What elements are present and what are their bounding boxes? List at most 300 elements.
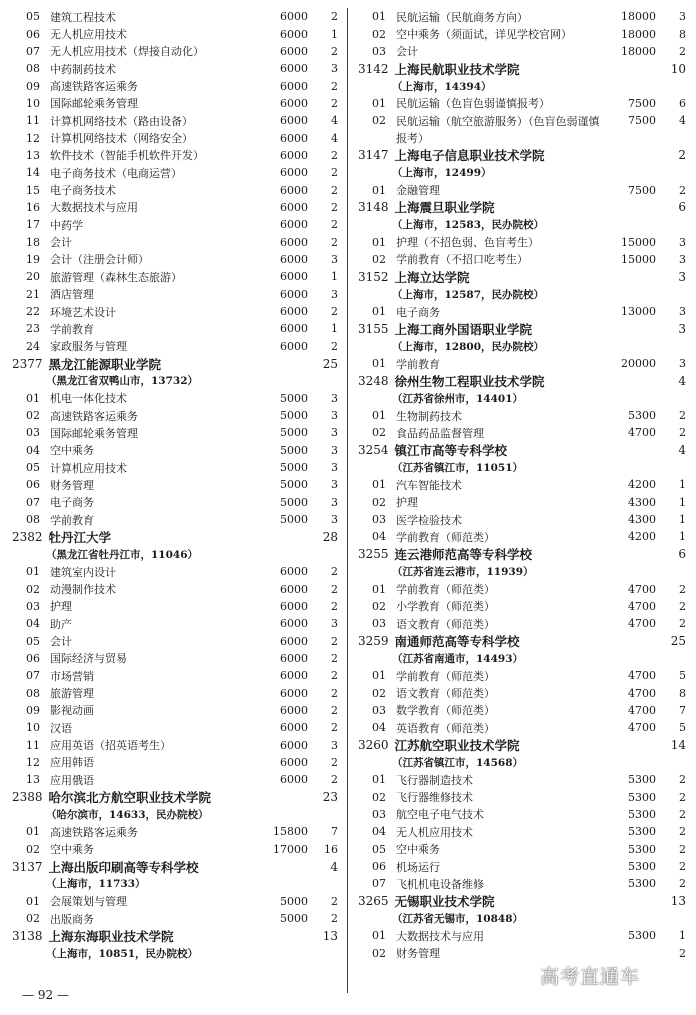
- tuition-fee: 6000: [280, 252, 308, 266]
- tuition-fee: 6000: [280, 114, 308, 128]
- school-total: 25: [670, 634, 686, 649]
- school-name: 南通师范高等专科学校: [394, 634, 520, 650]
- school-code: 3137: [12, 859, 43, 874]
- major-name: 电子商务技术（电商运营）: [50, 166, 182, 180]
- column-divider: [347, 8, 348, 993]
- major-code: 14: [26, 166, 40, 180]
- major-row: [12, 129, 338, 146]
- tuition-fee: 4700: [628, 426, 656, 440]
- major-code: 13: [26, 148, 40, 162]
- tuition-fee: 6000: [280, 200, 308, 214]
- tuition-fee: 20000: [621, 357, 656, 371]
- major-code: 06: [372, 860, 386, 874]
- plan-count: 1: [679, 513, 686, 527]
- major-code: 02: [372, 686, 386, 700]
- school-location: （上海市，12800，民办院校）: [392, 340, 545, 353]
- major-row: [358, 511, 686, 528]
- watermark-logo: 高考直通车: [540, 966, 641, 988]
- major-row: [12, 910, 338, 927]
- major-name: 空中乘务: [396, 843, 440, 857]
- tuition-fee: 18000: [621, 44, 656, 58]
- major-name: 旅游管理: [50, 687, 94, 701]
- major-name: 汉语: [50, 721, 72, 735]
- plan-count: 4: [331, 114, 338, 128]
- major-name: 动漫制作技术: [50, 583, 116, 597]
- major-name: 机电一体化技术: [50, 392, 127, 406]
- major-code: 03: [372, 617, 386, 631]
- tuition-fee: 18000: [621, 10, 656, 24]
- major-name: 财务管理: [396, 947, 440, 961]
- major-row: [358, 407, 686, 424]
- tuition-fee: 5300: [628, 790, 656, 804]
- major-row: [12, 424, 338, 441]
- major-code: 08: [26, 62, 40, 76]
- school-name: 上海震旦职业学院: [394, 200, 495, 216]
- major-row: [358, 858, 686, 875]
- major-code: 16: [26, 200, 40, 214]
- plan-count: 2: [331, 703, 338, 717]
- school-header: [358, 199, 686, 216]
- school-header: [358, 442, 686, 459]
- major-row: [12, 303, 338, 320]
- major-code: 02: [26, 409, 40, 423]
- major-row: [12, 563, 338, 580]
- major-code: 02: [372, 252, 386, 266]
- tuition-fee: 5300: [628, 929, 656, 943]
- major-name: 英语教育（师范类）: [396, 721, 495, 735]
- plan-count: 2: [679, 825, 686, 839]
- school-total: 3: [678, 269, 686, 284]
- tuition-fee: 6000: [280, 322, 308, 336]
- plan-count: 2: [331, 305, 338, 319]
- major-code: 07: [26, 495, 40, 509]
- plan-count: 8: [679, 686, 686, 700]
- plan-count: 2: [331, 235, 338, 249]
- major-code: 09: [26, 703, 40, 717]
- school-code: 3260: [358, 738, 389, 753]
- plan-count: 1: [679, 530, 686, 544]
- tuition-fee: 6000: [280, 721, 308, 735]
- plan-count: 3: [331, 391, 338, 405]
- school-header: [358, 893, 686, 910]
- school-total: 4: [330, 859, 338, 874]
- major-code: 01: [26, 825, 40, 839]
- major-name: 学前教育（师范类）: [396, 669, 495, 683]
- major-code: 01: [26, 391, 40, 405]
- major-row: [358, 788, 686, 805]
- major-row: [12, 459, 338, 476]
- major-row: [12, 476, 338, 493]
- major-code: 01: [372, 929, 386, 943]
- school-total: 2: [678, 148, 686, 163]
- school-name: 上海立达学院: [394, 269, 470, 285]
- major-code: 01: [372, 773, 386, 787]
- major-row: [12, 511, 338, 528]
- major-name-continued: 报考）: [396, 132, 429, 146]
- major-name: 建筑室内设计: [50, 565, 116, 579]
- major-code: 02: [372, 599, 386, 613]
- school-code: 3255: [358, 547, 389, 562]
- major-name: 数学教育（师范类）: [396, 704, 495, 718]
- plan-count: 1: [679, 495, 686, 509]
- major-row: [12, 702, 338, 719]
- tuition-fee: 6000: [280, 773, 308, 787]
- major-code: 03: [26, 599, 40, 613]
- tuition-fee: 6000: [280, 96, 308, 110]
- major-code: 05: [372, 842, 386, 856]
- tuition-fee: 6000: [280, 686, 308, 700]
- school-total: 14: [670, 738, 686, 753]
- plan-count: 2: [331, 721, 338, 735]
- school-name: 无锡职业技术学院: [394, 894, 495, 910]
- plan-count: 2: [331, 669, 338, 683]
- major-name: 空中乘务: [50, 444, 94, 458]
- major-code: 03: [372, 703, 386, 717]
- plan-count: 7: [679, 703, 686, 717]
- major-code: 05: [26, 461, 40, 475]
- major-code: 01: [372, 305, 386, 319]
- major-code: 17: [26, 218, 40, 232]
- tuition-fee: 7500: [628, 114, 656, 128]
- major-row: [12, 338, 338, 355]
- major-row: [12, 8, 338, 25]
- school-header: [358, 372, 686, 389]
- major-code: 02: [372, 946, 386, 960]
- tuition-fee: 6000: [280, 703, 308, 717]
- plan-count: 7: [331, 825, 338, 839]
- tuition-fee: 4700: [628, 669, 656, 683]
- major-row: [12, 43, 338, 60]
- tuition-fee: 5000: [280, 409, 308, 423]
- major-row: [12, 754, 338, 771]
- school-location: （江苏省镇江市，14568）: [392, 756, 524, 769]
- major-code: 01: [372, 478, 386, 492]
- plan-count: 1: [331, 322, 338, 336]
- major-row: [12, 164, 338, 181]
- school-location: （上海市，12499）: [392, 167, 492, 180]
- school-location: （哈尔滨市，14633，民办院校）: [46, 808, 209, 821]
- major-name: 影视动画: [50, 704, 94, 718]
- major-code: 04: [372, 825, 386, 839]
- school-header: [358, 736, 686, 753]
- tuition-fee: 17000: [273, 842, 308, 856]
- school-code: 2377: [12, 356, 43, 371]
- school-name: 镇江市高等专科学校: [394, 443, 508, 459]
- plan-count: 5: [679, 721, 686, 735]
- major-row: [12, 736, 338, 753]
- major-row: [12, 719, 338, 736]
- tuition-fee: 6000: [280, 651, 308, 665]
- major-code: 07: [26, 44, 40, 58]
- major-name: 无人机应用技术（焊接自动化）: [50, 45, 204, 59]
- major-code: 02: [26, 582, 40, 596]
- plan-count: 2: [331, 651, 338, 665]
- plan-count: 2: [331, 773, 338, 787]
- school-name: 上海电子信息职业技术学院: [394, 148, 545, 164]
- major-row: [358, 95, 686, 112]
- tuition-fee: 6000: [280, 44, 308, 58]
- major-code: 04: [26, 617, 40, 631]
- tuition-fee: 15800: [273, 825, 308, 839]
- plan-count: 5: [679, 669, 686, 683]
- school-location: （江苏省徐州市，14401）: [392, 392, 524, 405]
- tuition-fee: 7500: [628, 96, 656, 110]
- major-row: [358, 875, 686, 892]
- plan-count: 1: [679, 478, 686, 492]
- plan-count: 2: [679, 790, 686, 804]
- major-name: 大数据技术与应用: [396, 929, 484, 943]
- plan-count: 2: [331, 10, 338, 24]
- major-code: 07: [372, 877, 386, 891]
- school-location: （上海市，10851，民办院校）: [46, 947, 199, 960]
- major-name: 高速铁路客运乘务: [50, 80, 138, 94]
- major-row: [12, 268, 338, 285]
- major-code: 01: [372, 10, 386, 24]
- plan-count: 3: [331, 495, 338, 509]
- major-name: 护理: [50, 600, 72, 614]
- tuition-fee: 5000: [280, 912, 308, 926]
- tuition-fee: 6000: [280, 339, 308, 353]
- school-total: 4: [678, 443, 686, 458]
- major-code: 05: [26, 634, 40, 648]
- school-name: 江苏航空职业技术学院: [394, 738, 520, 754]
- plan-count: 2: [331, 200, 338, 214]
- major-code: 01: [26, 565, 40, 579]
- major-row: [12, 320, 338, 337]
- major-code: 09: [26, 79, 40, 93]
- major-row: [358, 43, 686, 60]
- major-name: 护理（不招色弱、色盲考生）: [396, 236, 539, 250]
- school-total: 25: [322, 356, 338, 371]
- major-name: 民航运输（色盲色弱谨慎报考）: [396, 97, 550, 111]
- school-code: 3265: [358, 894, 389, 909]
- major-name: 高速铁路客运乘务: [50, 409, 138, 423]
- school-location: （上海市，14394）: [392, 80, 492, 93]
- tuition-fee: 5300: [628, 409, 656, 423]
- major-code: 01: [372, 582, 386, 596]
- major-code: 01: [372, 183, 386, 197]
- major-row: [12, 650, 338, 667]
- plan-count: 2: [331, 148, 338, 162]
- major-code: 11: [26, 114, 40, 128]
- tuition-fee: 4700: [628, 617, 656, 631]
- major-row: [358, 598, 686, 615]
- major-name: 财务管理: [50, 478, 94, 492]
- major-name: 航空电子电气技术: [396, 808, 484, 822]
- major-row: [12, 667, 338, 684]
- plan-count: 3: [679, 10, 686, 24]
- major-name: 护理: [396, 496, 418, 510]
- tuition-fee: 4700: [628, 703, 656, 717]
- major-name: 机场运行: [396, 860, 440, 874]
- school-header: [358, 320, 686, 337]
- major-name: 食品药品监督管理: [396, 426, 484, 440]
- major-row: [358, 667, 686, 684]
- school-code: 3254: [358, 443, 389, 458]
- tuition-fee: 5300: [628, 877, 656, 891]
- tuition-fee: 6000: [280, 669, 308, 683]
- major-row: [358, 424, 686, 441]
- plan-count: 2: [331, 582, 338, 596]
- major-row: [12, 286, 338, 303]
- plan-count: 1: [679, 929, 686, 943]
- plan-count: 1: [331, 27, 338, 41]
- school-name: 上海出版印刷高等专科学校: [48, 859, 199, 875]
- major-name: 学前教育（不招口吃考生）: [396, 253, 528, 267]
- major-row: [12, 181, 338, 198]
- major-code: 02: [372, 426, 386, 440]
- school-header: [12, 528, 338, 545]
- major-row: [12, 199, 338, 216]
- tuition-fee: 6000: [280, 79, 308, 93]
- school-name: 牡丹江大学: [48, 529, 112, 545]
- school-name: 上海东海职业技术学院: [48, 928, 174, 944]
- school-header: [358, 60, 686, 77]
- major-name: 语文教育（师范类）: [396, 687, 495, 701]
- school-code: 3147: [358, 148, 389, 163]
- tuition-fee: 5300: [628, 773, 656, 787]
- major-name: 会计: [396, 45, 418, 59]
- tuition-fee: 5000: [280, 894, 308, 908]
- plan-count: 3: [331, 252, 338, 266]
- major-row: [12, 841, 338, 858]
- major-name: 助产: [50, 617, 72, 631]
- school-code: 3155: [358, 321, 389, 336]
- school-code: 3148: [358, 200, 389, 215]
- major-name: 医学检验技术: [396, 513, 462, 527]
- plan-count: 3: [331, 478, 338, 492]
- left-column: [12, 8, 338, 962]
- tuition-fee: 6000: [280, 148, 308, 162]
- major-name: 空中乘务: [50, 843, 94, 857]
- school-code: 3138: [12, 928, 43, 943]
- tuition-fee: 6000: [280, 305, 308, 319]
- major-row: [358, 251, 686, 268]
- tuition-fee: 5000: [280, 426, 308, 440]
- tuition-fee: 6000: [280, 634, 308, 648]
- major-name: 应用英语（招英语考生）: [50, 739, 171, 753]
- major-name: 中药学: [50, 218, 83, 232]
- major-row: [12, 147, 338, 164]
- plan-count: 2: [679, 773, 686, 787]
- major-code: 02: [372, 27, 386, 41]
- major-code: 03: [372, 44, 386, 58]
- plan-count: 3: [331, 409, 338, 423]
- major-name: 小学教育（师范类）: [396, 600, 495, 614]
- major-row: [12, 632, 338, 649]
- plan-count: 3: [331, 62, 338, 76]
- school-header: [12, 355, 338, 372]
- school-name: 徐州生物工程职业技术学院: [394, 373, 545, 389]
- major-name: 金融管理: [396, 184, 440, 198]
- major-row: [358, 494, 686, 511]
- plan-count: 2: [679, 44, 686, 58]
- tuition-fee: 6000: [280, 166, 308, 180]
- major-code: 02: [372, 114, 386, 128]
- major-code: 18: [26, 235, 40, 249]
- school-header: [358, 268, 686, 285]
- plan-count: 2: [679, 183, 686, 197]
- tuition-fee: 5000: [280, 478, 308, 492]
- plan-count: 2: [679, 582, 686, 596]
- tuition-fee: 6000: [280, 287, 308, 301]
- tuition-fee: 18000: [621, 27, 656, 41]
- plan-count: 2: [331, 79, 338, 93]
- major-code: 05: [26, 10, 40, 24]
- major-row: [12, 25, 338, 42]
- major-name: 电子商务技术: [50, 184, 116, 198]
- major-row: [358, 719, 686, 736]
- major-code: 24: [26, 339, 40, 353]
- tuition-fee: 4200: [628, 478, 656, 492]
- major-name: 建筑工程技术: [50, 10, 116, 24]
- major-code: 02: [372, 790, 386, 804]
- major-name: 飞机机电设备维修: [396, 877, 484, 891]
- major-name: 中药制药技术: [50, 62, 116, 76]
- major-name: 学前教育: [396, 357, 440, 371]
- school-location: （江苏省镇江市，11051）: [392, 462, 524, 475]
- major-row: [12, 823, 338, 840]
- major-row: [12, 494, 338, 511]
- major-code: 10: [26, 96, 40, 110]
- major-code: 02: [26, 912, 40, 926]
- major-name: 计算机网络技术（网络安全）: [50, 132, 193, 146]
- major-name: 无人机应用技术: [396, 825, 473, 839]
- major-row: [358, 112, 686, 129]
- major-code: 15: [26, 183, 40, 197]
- school-name: 哈尔滨北方航空职业技术学院: [48, 790, 212, 806]
- plan-count: 2: [331, 96, 338, 110]
- plan-count: 2: [331, 166, 338, 180]
- tuition-fee: 6000: [280, 599, 308, 613]
- major-name: 学前教育: [50, 322, 94, 336]
- school-location: （上海市，12587，民办院校）: [392, 288, 545, 301]
- tuition-fee: 7500: [628, 183, 656, 197]
- major-code: 11: [26, 738, 40, 752]
- plan-count: 2: [331, 755, 338, 769]
- major-row: [12, 771, 338, 788]
- plan-count: 3: [331, 426, 338, 440]
- plan-count: 2: [331, 565, 338, 579]
- plan-count: 3: [331, 617, 338, 631]
- major-row: [12, 598, 338, 615]
- school-code: 3248: [358, 373, 389, 388]
- major-name: 市场营销: [50, 669, 94, 683]
- plan-count: 2: [331, 894, 338, 908]
- major-row: [12, 390, 338, 407]
- major-code: 06: [26, 27, 40, 41]
- major-row: [358, 580, 686, 597]
- school-total: 3: [678, 321, 686, 336]
- major-name: 汽车智能技术: [396, 478, 462, 492]
- major-row: [12, 580, 338, 597]
- major-row: [12, 893, 338, 910]
- school-location: （黑龙江省牡丹江市，11046）: [46, 548, 199, 561]
- major-name: 民航运输（航空旅游服务）（色盲色弱谨慎: [396, 114, 600, 128]
- plan-count: 3: [331, 461, 338, 475]
- major-name: 国际邮轮乘务管理: [50, 97, 138, 111]
- major-code: 01: [372, 357, 386, 371]
- major-row: [358, 8, 686, 25]
- school-total: 23: [322, 790, 338, 805]
- tuition-fee: 5300: [628, 807, 656, 821]
- school-total: 4: [678, 373, 686, 388]
- plan-count: 8: [679, 27, 686, 41]
- school-code: 3152: [358, 269, 389, 284]
- major-row: [358, 771, 686, 788]
- major-row: [12, 112, 338, 129]
- tuition-fee: 6000: [280, 131, 308, 145]
